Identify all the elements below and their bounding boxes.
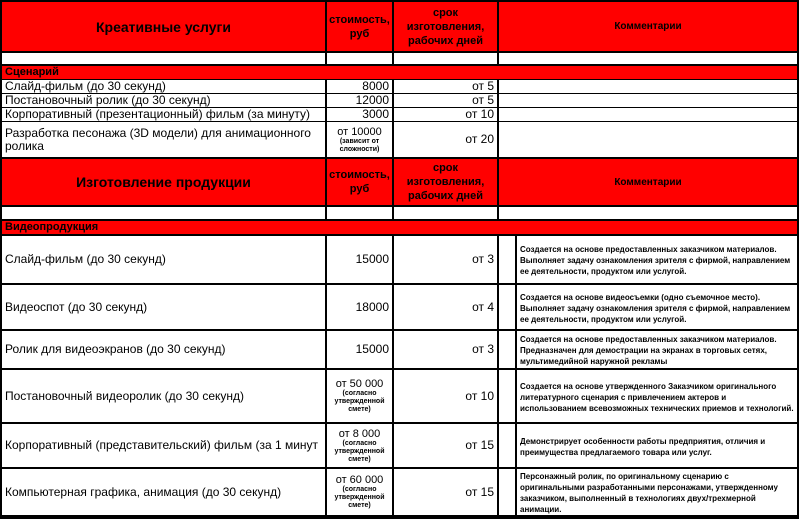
price-note: (согласно утвержденной смете) xyxy=(334,439,385,463)
row-name-text: Ролик для видеоэкранов (до 30 секунд) xyxy=(5,342,226,356)
production-header-title: Изготовление продукции xyxy=(2,159,325,205)
price-note: (согласно утвержденной смете) xyxy=(334,390,385,413)
comment-text: Создается на основе утвержденного Заказчиком оригинального литературного сценария с привлечением актеров и использованием всевозможных технических приемов и технологий. xyxy=(520,381,794,413)
production-row-name xyxy=(2,370,325,422)
price-value: от 50 000 xyxy=(335,378,384,390)
creative-row-price xyxy=(327,122,392,157)
spacer-cell xyxy=(499,370,515,422)
production-row-comment xyxy=(517,331,797,368)
production-row-comment xyxy=(517,370,797,422)
blank-cell xyxy=(499,207,797,219)
production-row-comment xyxy=(517,424,797,467)
creative-row-comment xyxy=(499,108,797,121)
row-name-text: Слайд-фильм (до 30 секунд) xyxy=(5,252,166,266)
production-row-price xyxy=(327,370,392,422)
production-row-term xyxy=(394,331,497,368)
production-row-name xyxy=(2,236,325,283)
creative-header-comment: Комментарии xyxy=(499,2,797,51)
production-row-term xyxy=(394,469,497,515)
row-name-text: Корпоративный (представительский) фильм (за 1 минут xyxy=(5,438,319,452)
production-header-cost: стоимость, руб xyxy=(327,159,392,205)
term-value: от 15 xyxy=(465,438,494,452)
production-row-term xyxy=(394,285,497,329)
production-header-comment: Комментарии xyxy=(499,159,797,205)
comment-text: Создается на основе предоставленных заказчиком материалов. Предназначен для демострации на экранах в торговых сетях, мультимедийной наружной рекламы xyxy=(520,335,777,366)
creative-row-name-text: Разработка песонажа (3D модели) для анимационного ролика xyxy=(5,125,311,153)
comment-text: Создается на основе предоставленных заказчиком материалов. Выполняет задачу ознакомления зрителя с фирмой, направлением ее деятельности, продуктом или услугой. xyxy=(520,245,791,276)
creative-header-cost: стоимость, руб xyxy=(327,2,392,51)
production-row-term xyxy=(394,236,497,283)
creative-row-name: Слайд-фильм (до 30 секунд) xyxy=(2,80,325,93)
creative-row-price: 3000 xyxy=(327,108,392,121)
production-row-comment xyxy=(517,285,797,329)
comment-text: Демонстрирует особенности работы предприятия, отличия и преимущества предлагаемого товара или услуг. xyxy=(520,436,766,457)
section-video: Видеопродукция xyxy=(2,221,797,234)
row-name-text: Постановочный видеоролик (до 30 секунд) xyxy=(5,388,244,403)
blank-cell xyxy=(327,53,392,64)
creative-row-term xyxy=(394,122,497,157)
blank-cell xyxy=(499,53,797,64)
spacer-cell xyxy=(499,285,515,329)
term-value: от 15 xyxy=(465,484,494,499)
creative-row-term: от 5 xyxy=(394,94,497,107)
blank-cell xyxy=(2,53,325,64)
creative-row-term: от 10 xyxy=(394,108,497,121)
term-value: от 3 xyxy=(472,252,494,266)
creative-row-name: Постановочный ролик (до 30 секунд) xyxy=(2,94,325,107)
creative-header-title: Креативные услуги xyxy=(2,2,325,51)
spacer-cell xyxy=(499,424,515,467)
creative-row-price: 12000 xyxy=(327,94,392,107)
price-value: 18000 xyxy=(355,299,389,314)
production-row-comment xyxy=(517,469,797,515)
term-value: от 4 xyxy=(472,299,494,314)
production-row-price xyxy=(327,469,392,515)
production-row-price xyxy=(327,236,392,283)
creative-row-price: 8000 xyxy=(327,80,392,93)
row-name-text: Видеоспот (до 30 секунд) xyxy=(5,299,148,314)
creative-row-comment xyxy=(499,94,797,107)
creative-header-term: срок изготовления, рабочих дней xyxy=(394,2,497,51)
production-row-name xyxy=(2,331,325,368)
term-value: от 20 xyxy=(465,132,494,146)
section-scenario: Сценарий xyxy=(2,66,797,79)
creative-row-comment xyxy=(499,122,797,157)
term-value: от 10 xyxy=(465,388,494,403)
production-row-price xyxy=(327,331,392,368)
creative-row-name xyxy=(2,122,325,157)
price-value: 15000 xyxy=(355,252,389,266)
spacer-cell xyxy=(499,236,515,283)
production-row-term xyxy=(394,424,497,467)
price-note: (согласно утвержденной смете) xyxy=(334,486,385,509)
creative-row-term: от 5 xyxy=(394,80,497,93)
term-value: от 3 xyxy=(472,342,494,356)
creative-row-comment xyxy=(499,80,797,93)
price-value: от 60 000 xyxy=(335,474,384,486)
price-value: от 10000 xyxy=(337,125,382,138)
blank-cell xyxy=(394,207,497,219)
spacer-cell xyxy=(499,331,515,368)
price-note: (зависит от сложности) xyxy=(339,137,380,153)
comment-text: Персонажный ролик, по оригинальному сценарию с оригинальными разработанными персонажами, утвержденному заказчиком, выполненный в технологиях двух/трехмерной анимации. xyxy=(520,472,778,514)
production-row-name xyxy=(2,424,325,467)
comment-text: Создается на основе видеосъемки (одно съемочное место). Выполняет задачу ознакомления зрителя с фирмой, направлением ее деятельности, продуктом или услугой. xyxy=(520,292,791,324)
blank-cell xyxy=(327,207,392,219)
row-name-text: Компьютерная графика, анимация (до 30 секунд) xyxy=(5,484,282,499)
price-value: от 8 000 xyxy=(338,427,381,440)
production-row-term xyxy=(394,370,497,422)
production-header-term: срок изготовления, рабочих дней xyxy=(394,159,497,205)
production-row-name xyxy=(2,469,325,515)
price-value: 15000 xyxy=(355,342,389,356)
production-row-price xyxy=(327,424,392,467)
blank-cell xyxy=(2,207,325,219)
production-row-name xyxy=(2,285,325,329)
production-row-price xyxy=(327,285,392,329)
creative-row-name: Корпоративный (презентационный) фильм (за минуту) xyxy=(2,108,325,121)
production-row-comment xyxy=(517,236,797,283)
blank-cell xyxy=(394,53,497,64)
spacer-cell xyxy=(499,469,515,515)
